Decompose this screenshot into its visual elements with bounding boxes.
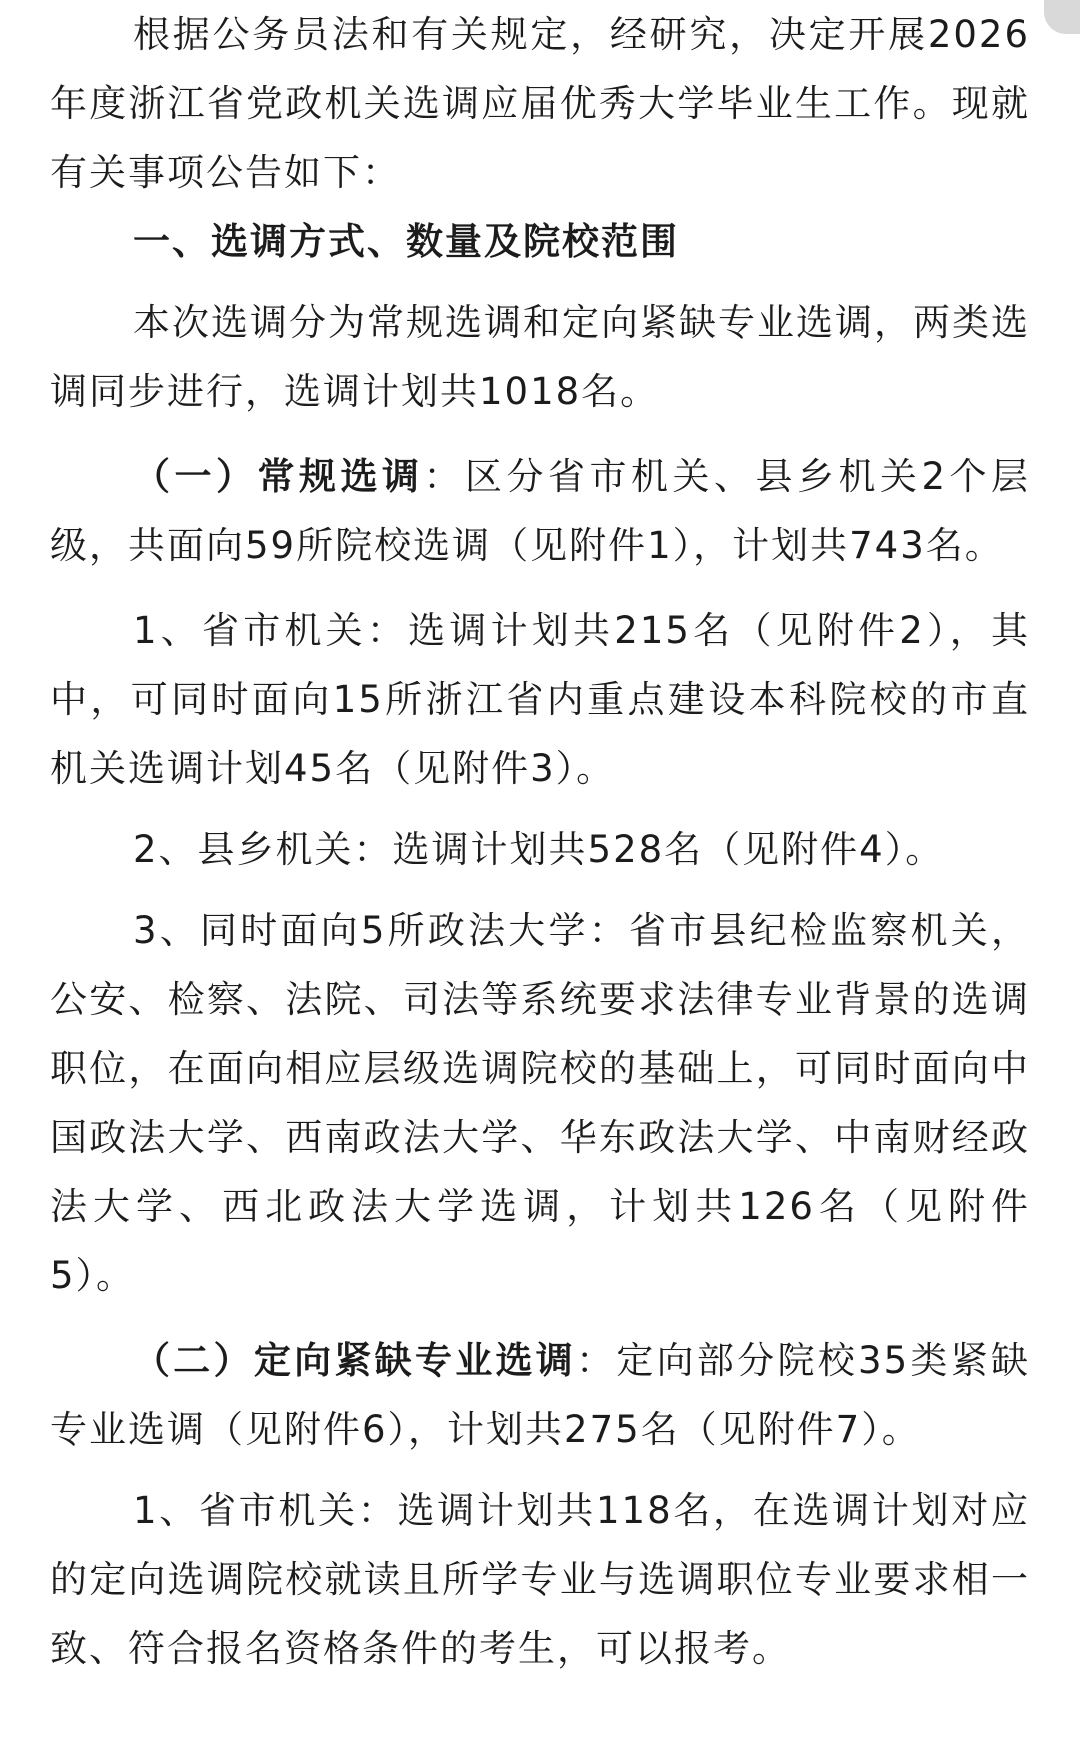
targeted-selection-paragraph xyxy=(50,1326,1030,1464)
regular-selection-paragraph xyxy=(50,442,1030,580)
targeted-selection-text: ：定向部分院校35类紧缺专业选调（见附件6），计划共275名（见附件7）。 xyxy=(50,1339,1030,1451)
regular-selection-text: ：区分省市机关、县乡机关2个层级，共面向59所院校选调（见附件1），计划共743名。 xyxy=(50,455,1030,567)
regular-item-3: 3、同时面向5所政法大学：省市县纪检监察机关，公安、检察、法院、司法等系统要求法律专业背景的选调职位，在面向相应层级选调院校的基础上，可同时面向中国政法大学、西南政法大学、华东政法大学、中南财经政法大学、西北政法大学选调，计划共126名（见附件5）。 xyxy=(50,909,1030,1297)
section-1-heading: 一、选调方式、数量及院校范围 xyxy=(133,220,679,263)
regular-item-2: 2、县乡机关：选调计划共528名（见附件4）。 xyxy=(133,828,945,871)
section-1-paragraph: 本次选调分为常规选调和定向紧缺专业选调，两类选调同步进行，选调计划共1018名。 xyxy=(50,301,1030,413)
intro-paragraph: 根据公务员法和有关规定，经研究，决定开展2026年度浙江省党政机关选调应届优秀大学毕业生工作。现就有关事项公告如下： xyxy=(50,13,1030,194)
corner-handle[interactable] xyxy=(1044,0,1080,34)
regular-selection-label: （一）常规选调 xyxy=(133,455,424,498)
targeted-selection-label: （二）定向紧缺专业选调 xyxy=(133,1339,577,1382)
regular-item-1: 1、省市机关：选调计划共215名（见附件2），其中，可同时面向15所浙江省内重点建设本科院校的市直机关选调计划45名（见附件3）。 xyxy=(50,609,1030,790)
announcement-document xyxy=(50,0,1030,1683)
targeted-item-1: 1、省市机关：选调计划共118名，在选调计划对应的定向选调院校就读且所学专业与选调职位专业要求相一致、符合报名资格条件的考生，可以报考。 xyxy=(50,1489,1030,1670)
